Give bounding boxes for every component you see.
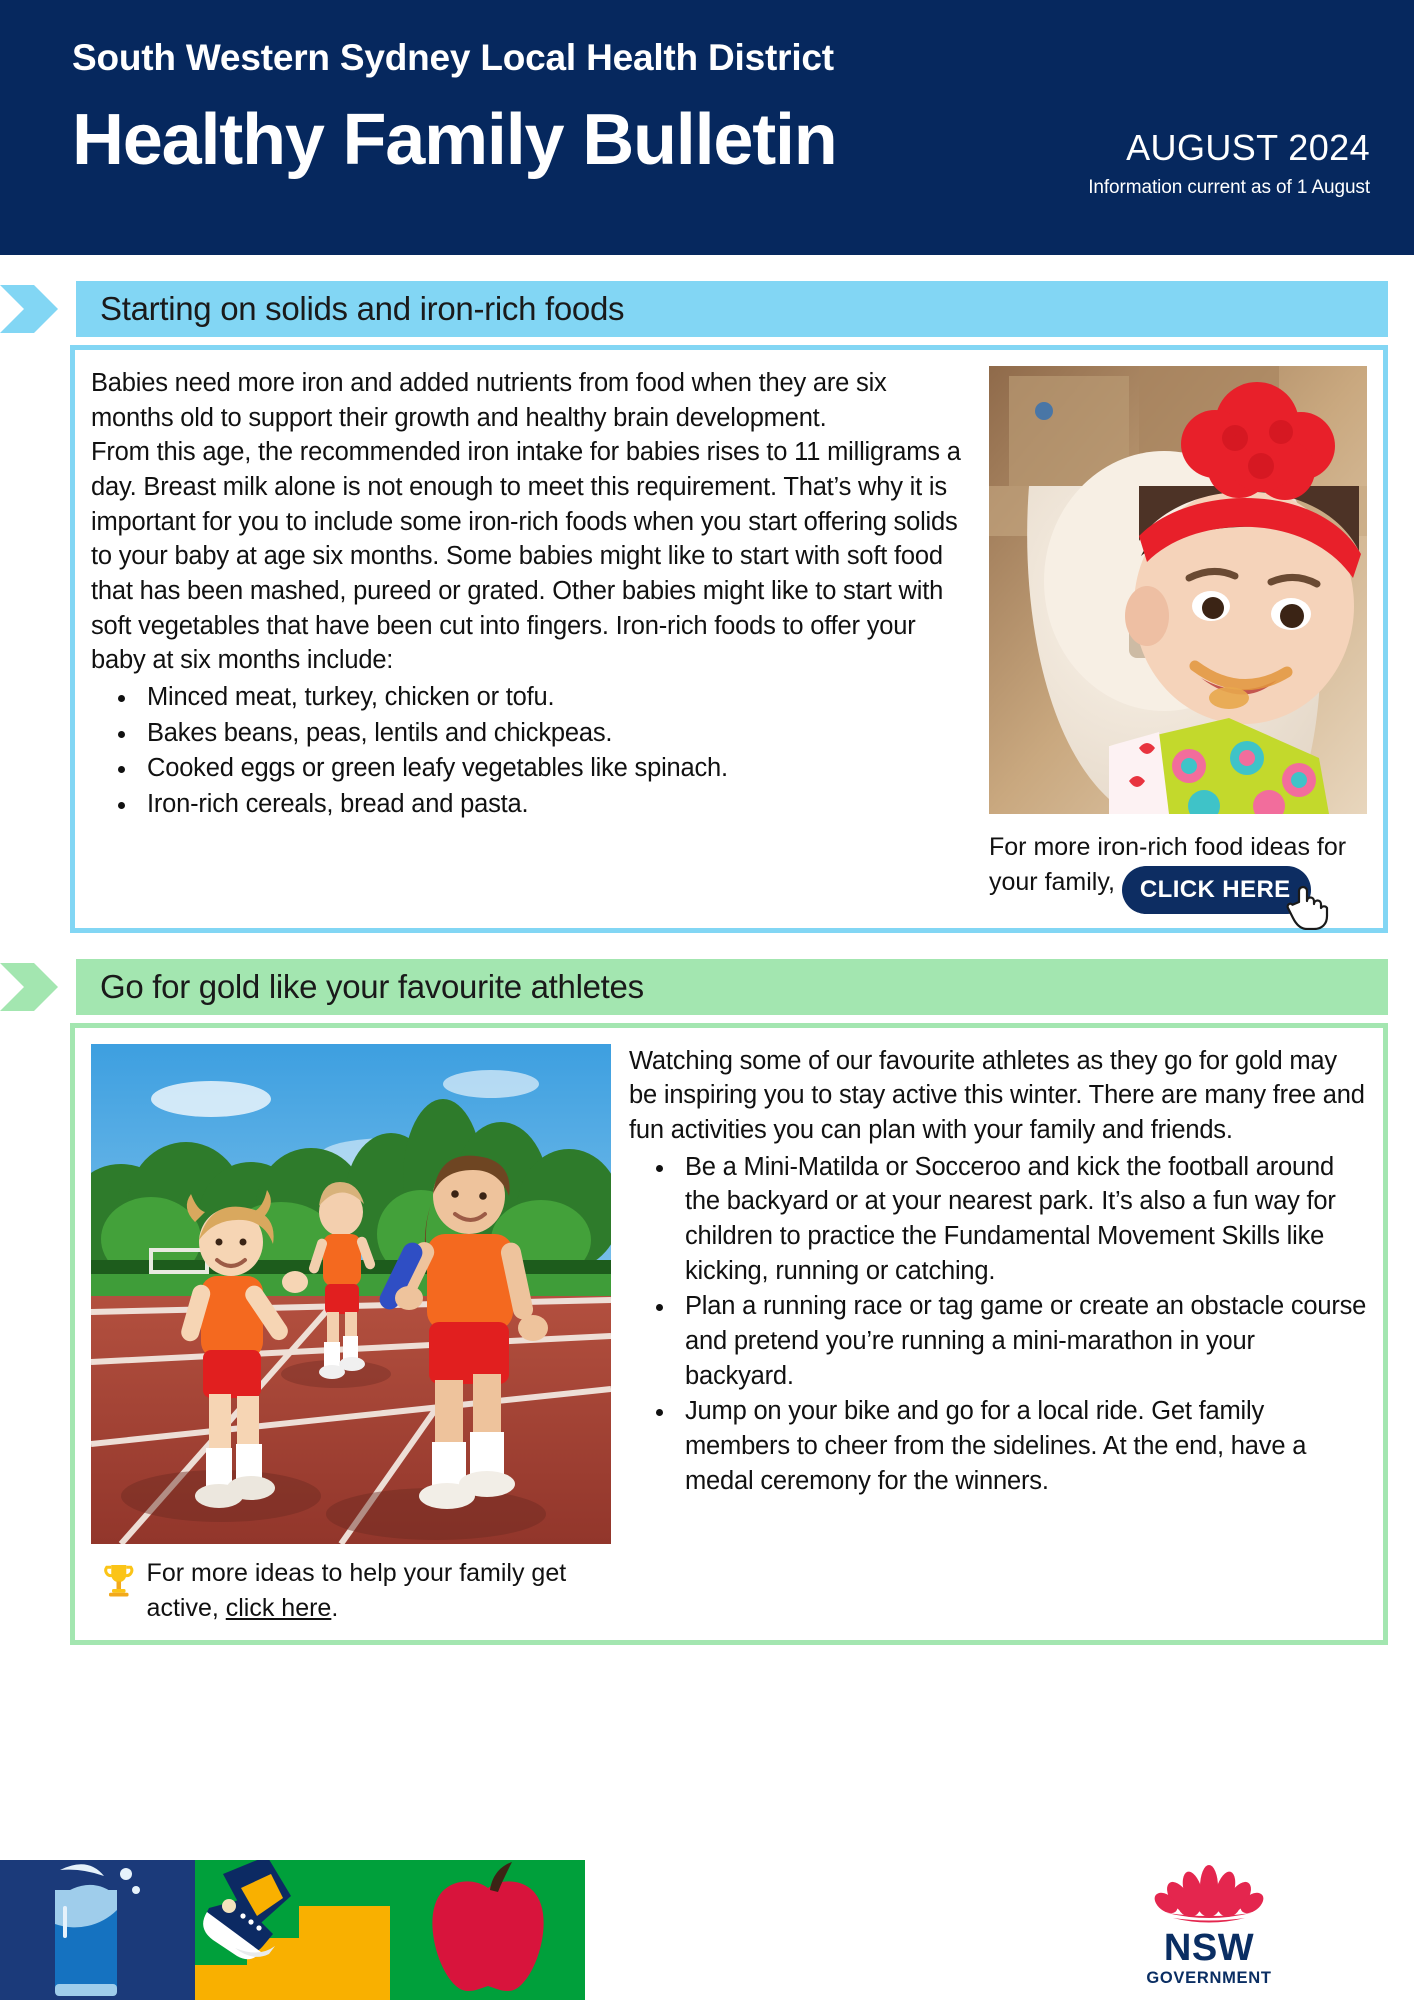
section-body-solids [70, 345, 1388, 933]
gold-text-column [629, 1044, 1367, 1626]
active-caption-suffix: . [331, 1593, 339, 1622]
gold-photo-column [91, 1044, 611, 1626]
shoe-stairs-icon [195, 1860, 390, 2000]
section-banner-gold [0, 959, 1414, 1015]
currency-note: Information current as of 1 August [1088, 177, 1370, 198]
page-header [0, 0, 1414, 255]
list-item: • Jump on your bike and go for a local ride. Get family members to cheer from the sidelines. At the end, have a medal ceremony for the winners. [677, 1394, 1367, 1498]
baby-highchair-photo [989, 366, 1367, 814]
list-item: • Cooked eggs or green leafy vegetables like spinach. [139, 751, 971, 786]
page-footer [0, 1860, 1414, 2000]
hand-pointer-icon [1285, 884, 1329, 930]
apple-icon [390, 1860, 585, 2000]
iron-caption [989, 830, 1367, 914]
solids-paragraph-1: Babies need more iron and added nutrients from food when they are six months old to support their growth and healthy brain development. [91, 369, 887, 432]
trophy-icon [103, 1556, 135, 1604]
government-wordmark: GOVERNMENT [1146, 1968, 1272, 1987]
issue-month: AUGUST 2024 [1126, 127, 1370, 169]
section-banner-solids [0, 281, 1414, 337]
iron-caption-text: For more iron-rich food ideas for your family, [989, 833, 1347, 896]
chevron-right-icon [0, 281, 62, 337]
click-here-button[interactable] [1122, 866, 1311, 914]
list-item: • Iron-rich cereals, bread and pasta. [139, 787, 971, 822]
list-item: • Be a Mini-Matilda or Socceroo and kick the football around the backyard or at your nearest park. It’s also a fun way for children to practice the Fundamental Movement Skills like kicking, running or catching. [677, 1150, 1367, 1289]
chevron-right-icon [0, 959, 62, 1015]
water-glass-icon [0, 1860, 195, 2000]
section-banner-bar [76, 959, 1388, 1015]
click-here-link[interactable]: click here [225, 1593, 332, 1622]
solids-paragraph-2: From this age, the recommended iron intake for babies rises to 11 milligrams a day. Breast milk alone is not enough to meet this requirement. That’s why it is important for you to include some iron-rich foods when you start offering solids to your baby at age six months. Some babies might like to start with soft food that has been mashed, pureed or grated. Other babies might like to start with soft vegetables that have been cut into fingers. Iron-rich foods to offer your baby at six months include: [91, 438, 961, 675]
section-body-gold [70, 1023, 1388, 1645]
district-name: South Western Sydney Local Health District [72, 37, 834, 78]
list-item: • Plan a running race or tag game or create an obstacle course and pretend you’re running a mini-marathon in your backyard. [677, 1289, 1367, 1393]
solids-text-column [91, 366, 971, 914]
children-running-photo [91, 1044, 611, 1544]
active-caption-prefix: For more ideas to help your family get active, [146, 1558, 567, 1622]
nsw-wordmark: NSW [1163, 1926, 1255, 1969]
list-item: • Bakes beans, peas, lentils and chickpeas. [139, 716, 971, 751]
active-caption-text [147, 1556, 611, 1626]
section-title-solids: Starting on solids and iron-rich foods [100, 290, 625, 327]
page-title: Healthy Family Bulletin [72, 99, 837, 180]
gold-paragraph-1: Watching some of our favourite athletes as they go for gold may be inspiring you to stay active this winter. There are many free and fun activities you can plan with your family and friends. [629, 1046, 1365, 1144]
waratah-flower-icon [1153, 1865, 1265, 1927]
solids-photo-column [989, 366, 1367, 914]
section-title-gold: Go for gold like your favourite athletes [100, 967, 644, 1005]
click-here-label: CLICK HERE [1139, 875, 1291, 903]
active-caption [91, 1556, 611, 1626]
header-date-block [1088, 128, 1370, 199]
gold-bullet-list [677, 1150, 1367, 1499]
list-item: • Minced meat, turkey, chicken or tofu. [139, 680, 971, 715]
solids-bullet-list [139, 680, 971, 822]
nsw-government-logo [1134, 1865, 1284, 1987]
section-banner-bar [76, 281, 1388, 337]
footer-icon-strip [0, 1860, 585, 2000]
